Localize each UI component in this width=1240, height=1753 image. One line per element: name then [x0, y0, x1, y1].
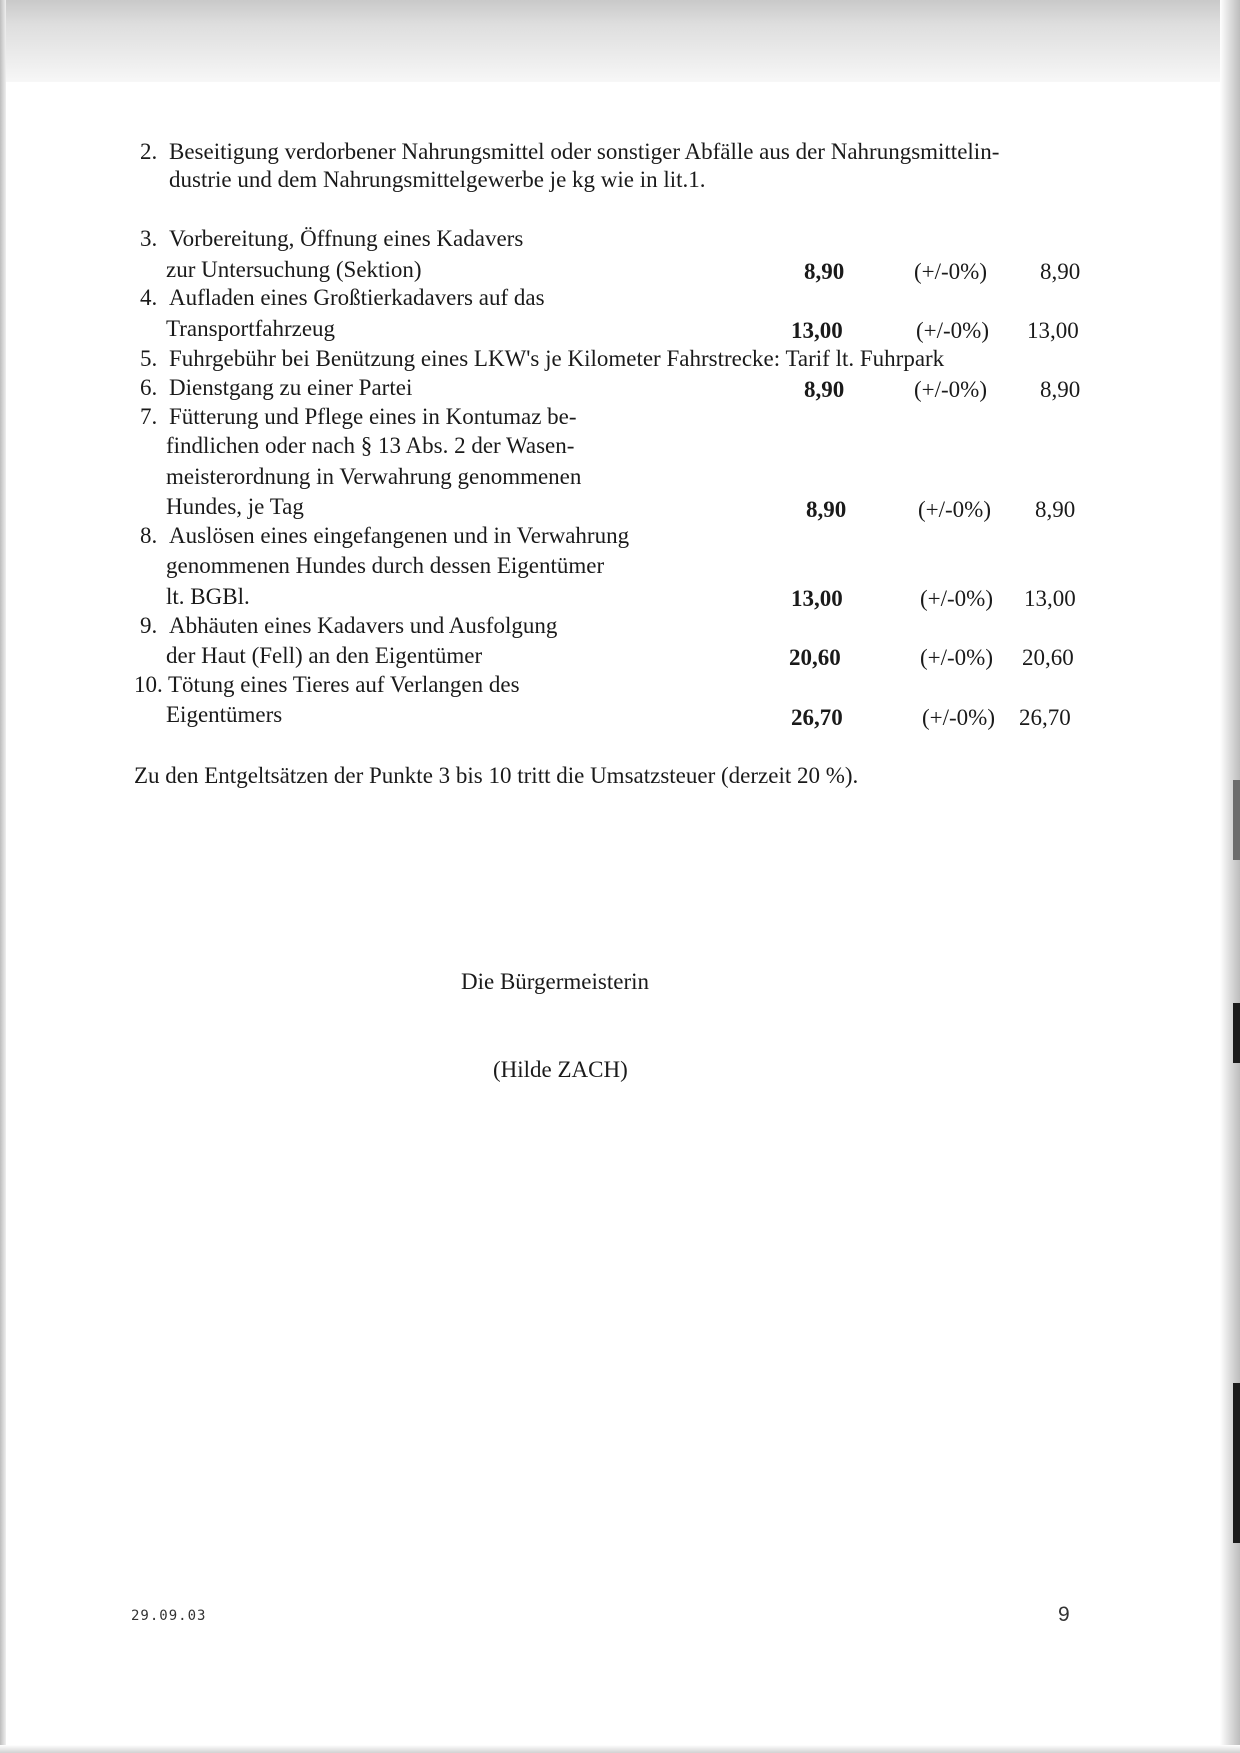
item-text-line: meisterordnung in Verwahrung genommenen: [166, 464, 582, 489]
item-text-line: zur Untersuchung (Sektion): [166, 257, 422, 282]
item-number: 2.: [140, 139, 158, 164]
signature-title: Die Bürgermeisterin: [461, 969, 649, 994]
new-price-value: 8,90: [1040, 377, 1081, 402]
item-text-line: lt. BGBl.: [166, 584, 250, 609]
scan-left-edge: [0, 0, 6, 1753]
new-price-value: 13,00: [1024, 586, 1076, 611]
item-text-line: genommenen Hundes durch dessen Eigentümer: [166, 553, 605, 578]
item-text-line: Fuhrgebühr bei Benützung eines LKW's je Kilometer Fahrstrecke: Tarif lt. Fuhrpark: [169, 346, 945, 371]
item-text-line: findlichen oder nach § 13 Abs. 2 der Wasen-: [166, 433, 575, 458]
price-change: (+/-0%): [920, 586, 993, 611]
item-text-line: Vorbereitung, Öffnung eines Kadavers: [169, 226, 524, 251]
item-number: 4.: [140, 285, 158, 310]
item-text-line: Tötung eines Tieres auf Verlangen des: [168, 672, 520, 697]
item-text-line: Abhäuten eines Kadavers und Ausfolgung: [169, 613, 558, 638]
price-value: 13,00: [791, 586, 843, 611]
price-value: 8,90: [804, 259, 845, 284]
page-number: 9: [1058, 1603, 1070, 1626]
new-price-value: 20,60: [1022, 645, 1074, 670]
item-number: 7.: [140, 404, 158, 429]
price-change: (+/-0%): [914, 259, 987, 284]
new-price-value: 26,70: [1019, 705, 1071, 730]
price-change: (+/-0%): [920, 645, 993, 670]
price-change: (+/-0%): [922, 705, 995, 730]
scan-right-mark: [1233, 780, 1240, 860]
item-text-line: Dienstgang zu einer Partei: [169, 375, 413, 400]
new-price-value: 13,00: [1027, 318, 1079, 343]
footer-date: 29.09.03: [131, 1608, 207, 1624]
tax-note: Zu den Entgeltsätzen der Punkte 3 bis 10 tritt die Umsatzsteuer (derzeit 20 %).: [134, 763, 859, 788]
price-change: (+/-0%): [916, 318, 989, 343]
item-text-line: Auslösen eines eingefangenen und in Verwahrung: [169, 523, 630, 548]
item-text-line: Hundes, je Tag: [166, 494, 304, 519]
item-text-line: Transportfahrzeug: [166, 316, 336, 341]
item-text-line: Beseitigung verdorbener Nahrungsmittel oder sonstiger Abfälle aus der Nahrungsmittelin-: [169, 139, 1000, 164]
scan-right-mark: [1233, 1383, 1240, 1543]
item-text-line: Eigentümers: [166, 702, 283, 727]
item-number: 6.: [140, 375, 158, 400]
price-value: 8,90: [804, 377, 845, 402]
item-text-line: Aufladen eines Großtierkadavers auf das: [169, 285, 545, 310]
item-number: 10.: [134, 672, 163, 697]
item-number: 8.: [140, 523, 158, 548]
price-change: (+/-0%): [914, 377, 987, 402]
item-number: 9.: [140, 613, 158, 638]
item-number: 5.: [140, 346, 158, 371]
scan-top-shadow: [0, 0, 1240, 82]
item-text-line: der Haut (Fell) an den Eigentümer: [166, 643, 483, 668]
new-price-value: 8,90: [1040, 259, 1081, 284]
item-text-line: Fütterung und Pflege eines in Kontumaz be-: [169, 404, 577, 429]
price-change: (+/-0%): [918, 497, 991, 522]
new-price-value: 8,90: [1035, 497, 1076, 522]
item-text-line: dustrie und dem Nahrungsmittelgewerbe je kg wie in lit.1.: [169, 167, 706, 192]
signature-name: (Hilde ZACH): [493, 1057, 628, 1082]
price-value: 8,90: [806, 497, 847, 522]
price-value: 20,60: [789, 645, 841, 670]
scan-right-mark: [1233, 1003, 1240, 1063]
scan-bottom-edge: [0, 1745, 1240, 1753]
price-value: 13,00: [791, 318, 843, 343]
price-value: 26,70: [791, 705, 843, 730]
item-number: 3.: [140, 226, 158, 251]
